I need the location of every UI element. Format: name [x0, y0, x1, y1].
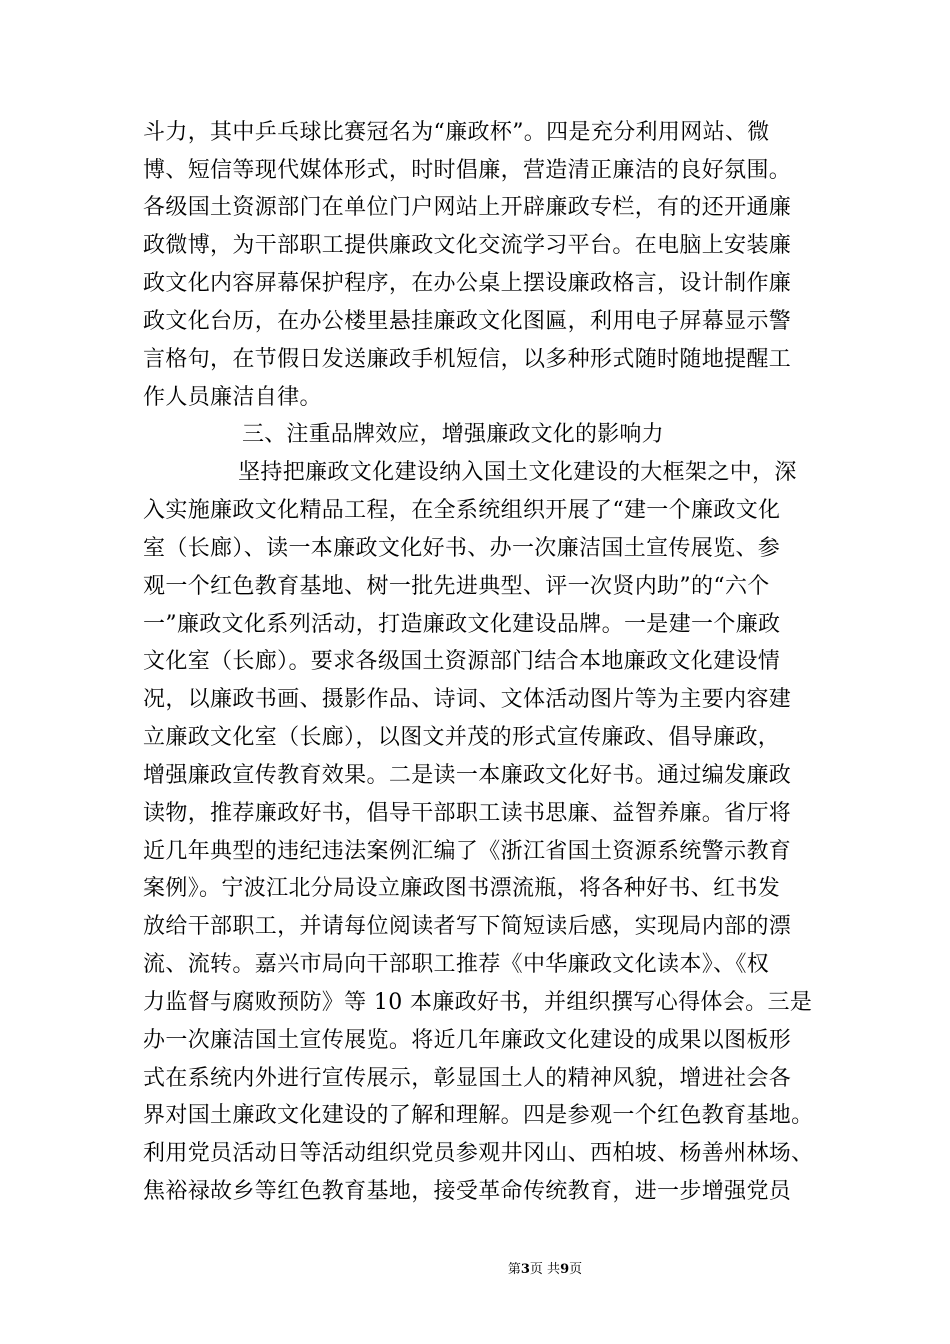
footer-suffix: 页 [569, 1262, 583, 1277]
body-text-line: 言格句，在节假日发送廉政手机短信，以多种形式随时随地提醒工 [143, 347, 792, 372]
footer-middle: 页 共 [529, 1262, 561, 1277]
body-text-line: 政文化台历，在办公楼里悬挂廉政文化图匾，利用电子屏幕显示警 [143, 309, 792, 334]
body-text-line: 政微博，为干部职工提供廉政文化交流学习平台。在电脑上安装廉 [143, 233, 792, 258]
body-text-line: 一”廉政文化系列活动，打造廉政文化建设品牌。一是建一个廉政 [143, 612, 781, 637]
body-text-line: 博、短信等现代媒体形式，时时倡廉，营造清正廉洁的良好氛围。 [143, 158, 792, 183]
current-page-number: 3 [520, 1262, 530, 1277]
body-text-line: 流、流转。嘉兴市局向干部职工推荐《中华廉政文化读本》、《权 [143, 952, 770, 977]
body-text-line: 案例》。宁波江北分局设立廉政图书漂流瓶，将各种好书、红书发 [143, 876, 781, 901]
body-text-line: 放给干部职工，并请每位阅读者写下简短读后感，实现局内部的漂 [143, 914, 792, 939]
body-text-line: 力监督与腐败预防》等 10 本廉政好书，并组织撰写心得体会。三是 [143, 990, 813, 1015]
body-text-line: 读物，推荐廉政好书，倡导干部职工读书思廉、益智养廉。省厅将 [143, 801, 792, 826]
body-text-line: 焦裕禄故乡等红色教育基地，接受革命传统教育，进一步增强党员 [143, 1179, 792, 1204]
body-text-line: 文化室（长廊）。要求各级国土资源部门结合本地廉政文化建设情 [143, 649, 781, 674]
page-footer [0, 1263, 950, 1276]
body-text-line: 各级国土资源部门在单位门户网站上开辟廉政专栏，有的还开通廉 [143, 195, 792, 220]
body-text-line: 界对国土廉政文化建设的了解和理解。四是参观一个红色教育基地。 [143, 1103, 814, 1128]
body-text-line: 室（长廊）、读一本廉政文化好书、办一次廉洁国土宣传展览、参 [143, 536, 781, 561]
total-pages-number: 9 [560, 1262, 570, 1277]
body-text-line: 观一个红色教育基地、树一批先进典型、评一次贤内助”的“六个 [143, 574, 770, 599]
body-text-line: 作人员廉洁自律。 [143, 385, 322, 410]
body-text-line: 增强廉政宣传教育效果。二是读一本廉政文化好书。通过编发廉政 [143, 763, 792, 788]
body-text-line: 办一次廉洁国土宣传展览。将近几年廉政文化建设的成果以图板形 [143, 1028, 792, 1053]
body-text-line: 入实施廉政文化精品工程，在全系统组织开展了“建一个廉政文化 [143, 498, 781, 523]
body-text-line: 政文化内容屏幕保护程序，在办公桌上摆设廉政格言，设计制作廉 [143, 271, 792, 296]
body-text-line: 斗力，其中乒乓球比赛冠名为“廉政杯”。四是充分利用网站、微 [143, 120, 770, 145]
body-text-line: 坚持把廉政文化建设纳入国土文化建设的大框架之中，深 [238, 460, 797, 485]
footer-prefix: 第 [507, 1262, 521, 1277]
body-text-line: 况，以廉政书画、摄影作品、诗词、文体活动图片等为主要内容建 [143, 687, 792, 712]
body-text-line: 式在系统内外进行宣传展示，彰显国土人的精神风貌，增进社会各 [143, 1066, 792, 1091]
section-heading: 三、注重品牌效应，增强廉政文化的影响力 [242, 422, 664, 447]
body-text-line: 立廉政文化室（长廊），以图文并茂的形式宣传廉政、倡导廉政， [143, 725, 781, 750]
body-text-line: 近几年典型的违纪违法案例汇编了《浙江省国土资源系统警示教育 [143, 839, 792, 864]
body-text-line: 利用党员活动日等活动组织党员参观井冈山、西柏坡、杨善州林场、 [143, 1141, 814, 1166]
